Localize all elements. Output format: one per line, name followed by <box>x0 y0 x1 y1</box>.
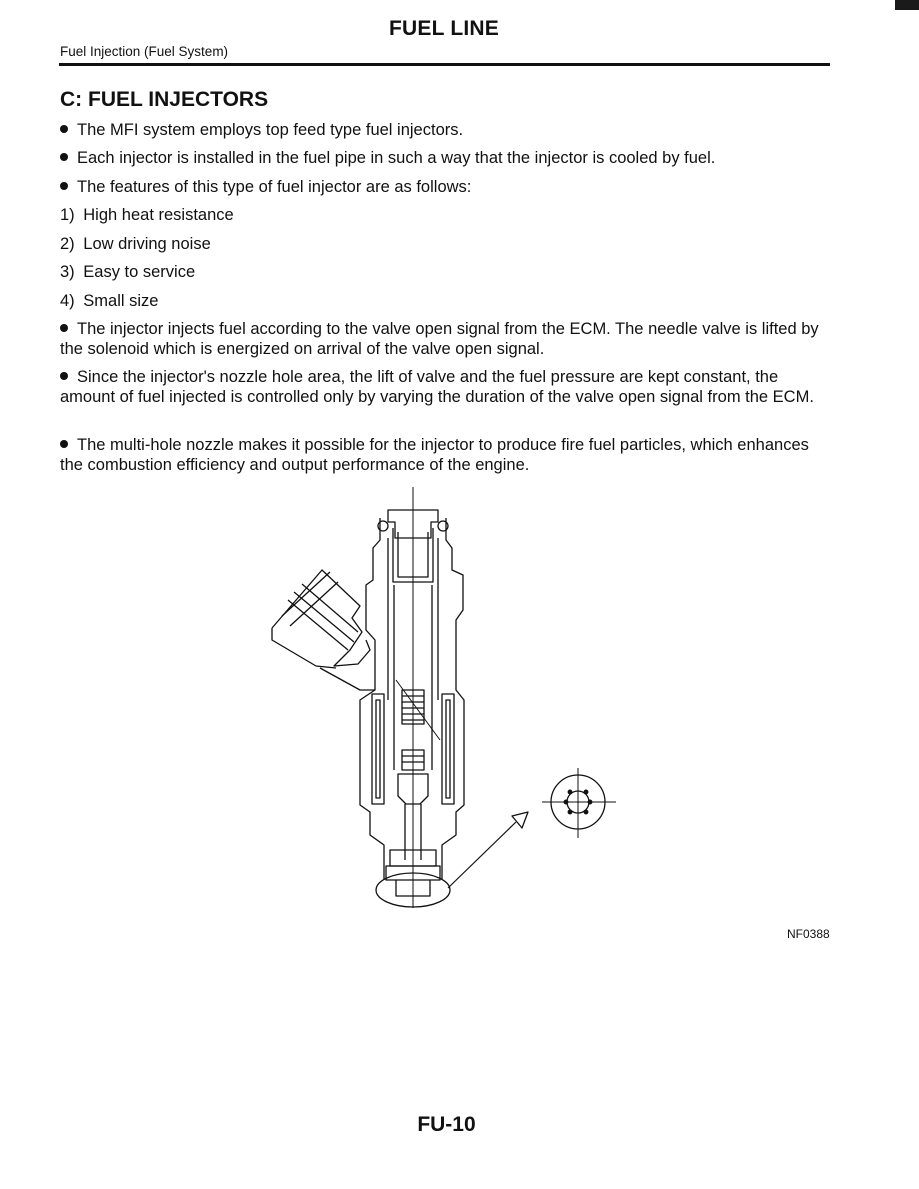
page-title: FUEL LINE <box>389 17 499 40</box>
feature-item <box>60 291 832 311</box>
fuel-injector-diagram <box>255 484 630 914</box>
bullet-text: Each injector is installed in the fuel pipe in such a way that the injector is cooled by fuel. <box>77 149 716 167</box>
bullet-icon <box>60 153 68 161</box>
bullet-icon <box>60 440 68 448</box>
figure-code: NF0388 <box>787 927 830 941</box>
feature-text: Easy to service <box>83 263 196 281</box>
section-heading: C: FUEL INJECTORS <box>60 88 269 111</box>
bullet-text: The multi-hole nozzle makes it possible for the injector to produce fire fuel particles, which enhances the combustion efficiency and output performance of the engine. <box>60 436 809 474</box>
bullet-text: The features of this type of fuel injector are as follows: <box>77 178 472 196</box>
bullet-text: The MFI system employs top feed type fuel injectors. <box>77 121 464 139</box>
corner-scan-mark <box>895 0 919 10</box>
bullet-icon <box>60 125 68 133</box>
bullet-text: The injector injects fuel according to the valve open signal from the ECM. The needle valve is lifted by the solenoid which is energized on arrival of the valve open signal. <box>60 320 819 358</box>
bullet-icon <box>60 324 68 332</box>
bullet-icon <box>60 372 68 380</box>
feature-item <box>60 262 832 282</box>
bullet-item <box>60 367 832 407</box>
bullet-item <box>60 319 832 359</box>
feature-number: 1) <box>60 206 75 224</box>
bullet-text: Since the injector's nozzle hole area, the lift of valve and the fuel pressure are kept constant, the amount of fuel injected is controlled only by varying the duration of the valve open signal from the ECM. <box>60 368 814 406</box>
feature-number: 4) <box>60 292 75 310</box>
header-rule <box>59 63 830 66</box>
feature-text: Small size <box>83 292 159 310</box>
bullet-item <box>60 148 832 168</box>
bullet-item <box>60 177 832 197</box>
feature-number: 3) <box>60 263 75 281</box>
page-number: FU-10 <box>417 1113 476 1136</box>
bullet-item <box>60 435 832 475</box>
feature-text: High heat resistance <box>83 206 234 224</box>
feature-item <box>60 234 832 254</box>
bullet-icon <box>60 182 68 190</box>
feature-item <box>60 205 832 225</box>
feature-number: 2) <box>60 235 75 253</box>
section-label: Fuel Injection (Fuel System) <box>60 44 229 59</box>
feature-text: Low driving noise <box>83 235 211 253</box>
bullet-item <box>60 120 832 140</box>
